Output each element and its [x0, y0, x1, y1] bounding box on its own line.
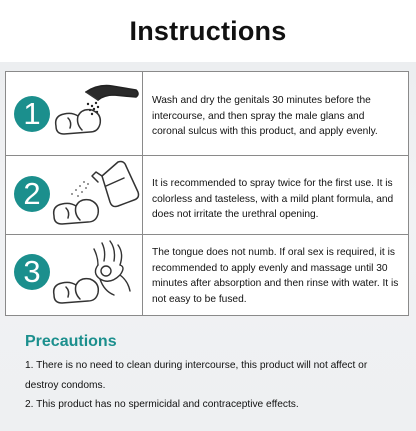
page-title: Instructions: [129, 15, 287, 46]
steps-table: [5, 71, 409, 316]
step-row-1: [6, 72, 408, 156]
step-text-3: The tongue does not numb. If oral sex is required, it is recommended to apply evenly and massage until 30 minutes after absorption and then rinse with water. It is not easy to be fused.: [152, 247, 399, 305]
step-illustration-2: [6, 156, 143, 234]
precaution-item-2: 2. This product has no spermicidal and contraceptive effects.: [25, 399, 299, 410]
step-text-1: Wash and dry the genitals 30 minutes before the intercourse, and then spray the male glans and coronal sulcus with this product, and apply evenly.: [152, 95, 378, 138]
step-number-1: 1: [14, 96, 50, 132]
step-number-2: 2: [14, 176, 50, 212]
precaution-item-1: 1. There is no need to clean during intercourse, this product will not affect or destroy condoms.: [25, 360, 368, 391]
step-illustration-1: [6, 72, 143, 155]
header: [0, 0, 416, 62]
step-text-2: It is recommended to spray twice for the first use. It is colorless and tasteless, with a mild plant formula, and does not irritate the urethral opening.: [152, 178, 394, 221]
step-illustration-3: [6, 235, 143, 315]
step-row-3: [6, 235, 408, 315]
step-row-2: [6, 156, 408, 235]
precautions-heading: Precautions: [25, 333, 117, 350]
step-number-3: 3: [14, 254, 50, 290]
